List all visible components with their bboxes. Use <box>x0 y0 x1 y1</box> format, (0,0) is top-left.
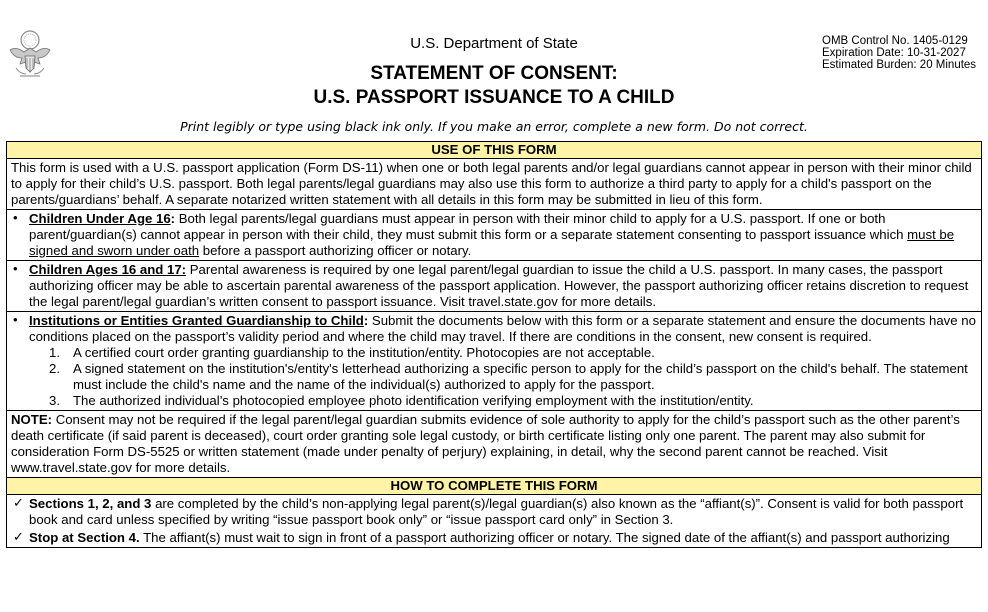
department-name: U.S. Department of State <box>410 35 578 52</box>
how-item-bold: Sections 1, 2, and 3 <box>29 496 152 511</box>
numbered-item <box>29 345 977 361</box>
note-text: Consent may not be required if the legal parent/legal guardian submits evidence of sole authority to apply for the child’s passport such as the other parent’s death certificate (if said parent is deceased), court order granting sole legal custody, or birth certificate listing only one parent. The parent may also submit for consideration Form DS-5525 or written statement (made under penalty of perjury) explaining, in detail, why the second parent cannot be reached. Visit www.travel.state.gov for more details. <box>11 412 960 475</box>
how-section-heading: HOW TO COMPLETE THIS FORM <box>7 477 981 495</box>
note-label: NOTE: <box>11 412 53 427</box>
bullet-institutions <box>7 311 981 410</box>
item-text: The authorized individual’s photocopied employee photo identification verifying employment with the institution/entity. <box>73 393 754 408</box>
bullet-text: Both legal parents/legal guardians must appear in person with their minor child to apply for a U.S. passport. If one or both parent/guardian(s) cannot appear in person with their child, they must submit this form or a separate statement consenting to passport issuance which <box>29 211 908 242</box>
checkmark-icon: ✓ <box>13 529 25 544</box>
how-item-bold: Stop at Section 4. <box>29 530 140 545</box>
numbered-item <box>29 393 977 409</box>
item-number: 2. <box>49 361 60 376</box>
how-item-text: The affiant(s) must wait to sign in front of a passport authorizing officer or notary. The signed date of the affiant(s) and passport authorizing <box>139 530 950 545</box>
bullet-children-16-17 <box>7 260 981 311</box>
form-title-line1: STATEMENT OF CONSENT: <box>370 63 618 84</box>
item-text: A signed statement on the institution's/entity's letterhead authorizing a specific person to apply for the child’s passport on the child's behalf. The statement must include the child's name and the name of the individual(s) authorized to apply for the passport. <box>73 361 968 392</box>
bullet-colon: : <box>170 211 176 226</box>
bullet-label: Children Ages 16 and 17: <box>29 262 187 277</box>
bullet-tail-text: before a passport authorizing officer or notary. <box>199 243 472 258</box>
item-text: A certified court order granting guardianship to the institution/entity. Photocopies are not acceptable. <box>73 345 655 360</box>
bullet-icon: • <box>13 210 18 225</box>
how-item-sections-1-3 <box>7 495 981 529</box>
bullet-label: Institutions or Entities Granted Guardianship to Child <box>29 313 364 328</box>
form-title-line2: U.S. PASSPORT ISSUANCE TO A CHILD <box>313 87 675 108</box>
bullet-colon: : <box>363 313 369 328</box>
use-section-heading: USE OF THIS FORM <box>7 142 981 159</box>
bullet-label: Children Under Age 16 <box>29 211 171 226</box>
form-body <box>6 141 982 548</box>
how-item-text: are completed by the child’s non-applying legal parent(s)/legal guardian(s) also known as the “affiant(s)”. Consent is valid for both passport book and card unless specified by writing “issue passport book only” or “issue passport card only” in Section 3. <box>29 496 964 527</box>
form-instruction: Print legibly or type using black ink only. If you make an error, complete a new form. Do not correct. <box>180 119 808 134</box>
how-item-stop-section-4 <box>7 529 981 547</box>
numbered-item <box>29 361 977 393</box>
item-number: 1. <box>49 345 60 360</box>
estimated-burden: Estimated Burden: 20 Minutes <box>822 59 977 71</box>
checkmark-icon: ✓ <box>13 495 25 510</box>
note-paragraph <box>7 410 981 477</box>
bullet-icon: • <box>13 312 18 327</box>
use-intro-paragraph: This form is used with a U.S. passport application (Form DS-11) when one or both legal parents and/or legal guardians cannot appear in person with their minor child to apply for their child’s U.S. passport. Both legal parents/legal guardians may also use this form to authorize a third party to apply for a child's passport on the parents/guardians’ behalf. A separate notarized written statement with all details in this form may be submitted in lieu of this form. <box>11 160 972 207</box>
bullet-text: Parental awareness is required by one legal parent/legal guardian to issue the child a U.S. passport. In many cases, the passport authorizing officer may be able to ascertain parental awareness of the passport application. However, the passport authorizing officer retains discretion to request the legal parent/legal guardian’s written consent to passport issuance. Visit travel.state.gov for more details. <box>29 262 969 309</box>
bullet-icon: • <box>13 261 18 276</box>
bullet-underlined-text: must be signed and sworn under oath <box>29 227 955 258</box>
item-number: 3. <box>49 393 60 408</box>
bullet-children-under-16 <box>7 209 981 260</box>
omb-control-number: OMB Control No. 1405-0129 <box>822 35 968 47</box>
bullet-text: Submit the documents below with this form or a separate statement and ensure the documents have no conditions placed on the passport’s validity period and where the child may travel. If there are conditions in the consent, new consent is required. <box>29 313 976 344</box>
expiration-date: Expiration Date: 10-31-2027 <box>822 47 966 59</box>
